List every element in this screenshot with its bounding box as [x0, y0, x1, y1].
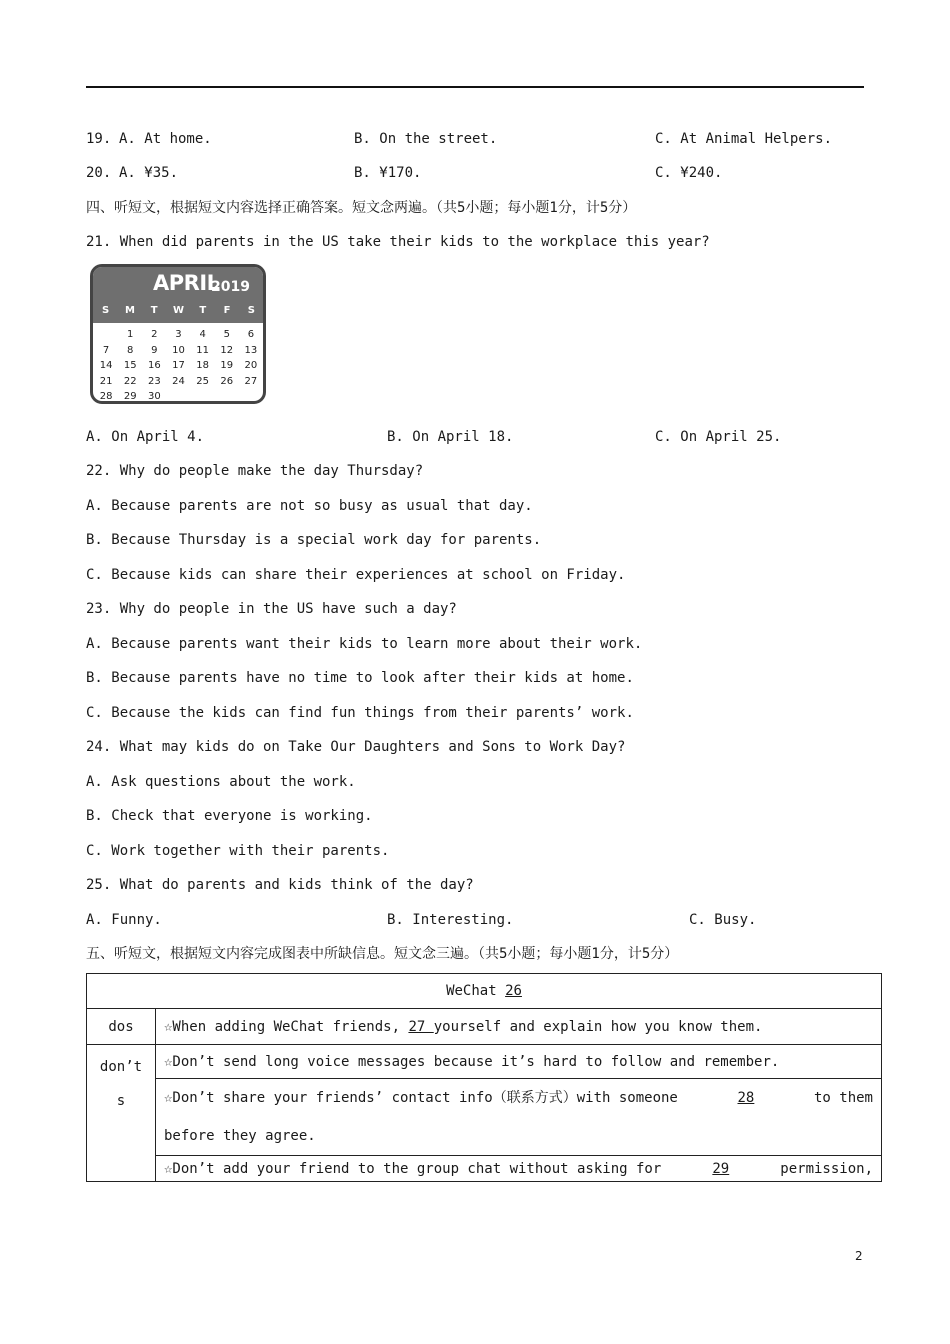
calendar-image	[90, 264, 266, 404]
header-rule	[86, 86, 864, 88]
page-number: 2	[855, 1249, 863, 1263]
q21-option-a: A. On April 4.	[86, 429, 205, 445]
q24-option-a: A. Ask questions about the work.	[86, 774, 356, 790]
weekday-label: S	[247, 305, 255, 316]
q23-option-b: B. Because parents have no time to look after their kids at home.	[86, 670, 634, 686]
section-4-heading: 四、听短文，根据短文内容选择正确答案。短文念两遍。（共5小题；每小题1分，计5分）	[86, 200, 637, 216]
dont-item-2	[156, 1079, 882, 1156]
calendar-month: APRIL	[153, 271, 220, 295]
q25-option-b: B. Interesting.	[387, 912, 514, 928]
calendar-day: 5	[223, 329, 230, 340]
calendar-day: 13	[244, 344, 258, 356]
do-item-1	[156, 1009, 882, 1045]
calendar-day: 3	[175, 329, 182, 340]
q19-option-a: A. At home.	[119, 131, 212, 147]
calendar-week-row	[94, 358, 263, 374]
donts-label	[87, 1045, 156, 1182]
calendar-day: 22	[123, 375, 137, 387]
question-24-text: 24. What may kids do on Take Our Daughters and Sons to Work Day?	[86, 739, 626, 755]
calendar-day: 15	[123, 360, 137, 371]
q25-option-c: C. Busy.	[689, 912, 757, 928]
question-25-text: 25. What do parents and kids think of the day?	[86, 877, 474, 893]
blank-27: 27	[408, 1018, 434, 1035]
do-item-1-end: yourself and explain how you know them.	[433, 1018, 763, 1035]
q20-option-a: A. ¥35.	[119, 165, 179, 181]
question-21-text: 21. When did parents in the US take their kids to the workplace this year?	[86, 234, 710, 250]
question-22-text: 22. Why do people make the day Thursday?	[86, 463, 424, 479]
calendar-day: 7	[102, 344, 110, 356]
donts-label-line-1: don’t	[99, 1059, 143, 1075]
q21-option-c: C. On April 25.	[655, 429, 782, 445]
calendar-week-row	[94, 389, 263, 404]
dont-item-3-line	[164, 1161, 873, 1177]
table-title-row	[87, 974, 882, 1009]
q23-option-c: C. Because the kids can find fun things from their parents’ work.	[86, 705, 634, 721]
calendar-day: 9	[151, 344, 158, 356]
calendar-day: 30	[147, 391, 161, 402]
calendar-day: 24	[172, 375, 185, 387]
dont-item-2-line-1	[164, 1079, 873, 1117]
weekday-label: T	[150, 305, 158, 316]
dont-item-3-end: permission,	[780, 1160, 873, 1177]
calendar-day: 2	[151, 329, 158, 340]
calendar-day: 16	[147, 360, 161, 371]
calendar-day: 26	[220, 375, 234, 387]
donts-label-line-2: s	[116, 1093, 126, 1109]
do-item-1-start: ☆When adding WeChat friends,	[164, 1018, 409, 1035]
calendar-day: 1	[127, 329, 134, 340]
calendar-week-row	[94, 343, 263, 359]
q23-option-a: A. Because parents want their kids to learn more about their work.	[86, 636, 643, 652]
weekday-label: W	[172, 305, 184, 316]
calendar-week-row	[94, 374, 263, 390]
table-title-text: WeChat	[446, 983, 506, 999]
dont-item-2-start: ☆Don’t share your friends’ contact info（联系方式）with someone	[164, 1090, 678, 1106]
donts-row-3	[87, 1156, 882, 1182]
q24-option-c: C. Work together with their parents.	[86, 843, 390, 859]
question-23-text: 23. Why do people in the US have such a day?	[86, 601, 457, 617]
dos-row	[87, 1009, 882, 1045]
calendar-day: 25	[196, 375, 209, 387]
calendar-day	[166, 389, 190, 404]
q25-option-a: A. Funny.	[86, 912, 162, 928]
calendar-day: 17	[172, 360, 185, 371]
calendar-day	[239, 389, 263, 404]
calendar-day: 18	[196, 360, 209, 371]
calendar-day: 8	[127, 344, 134, 356]
dos-label: dos	[87, 1009, 156, 1045]
blank-26: 26	[505, 983, 522, 999]
calendar-day: 29	[123, 391, 137, 402]
calendar-weekday-row	[93, 305, 263, 316]
calendar-day: 20	[244, 360, 258, 371]
calendar-day: 12	[220, 344, 234, 356]
donts-row-2	[87, 1079, 882, 1156]
blank-29: 29	[712, 1160, 730, 1177]
wechat-dos-donts-table	[86, 973, 882, 1182]
blank-28: 28	[737, 1090, 755, 1106]
calendar-days-grid	[93, 323, 263, 404]
dont-item-2-line-2: before they agree.	[164, 1128, 316, 1144]
dont-item-1: ☆Don’t send long voice messages because it’s hard to follow and remember.	[156, 1045, 882, 1079]
calendar-day: 27	[244, 375, 258, 387]
calendar-year: 2019	[211, 279, 250, 295]
calendar-day: 4	[199, 329, 206, 340]
calendar-day: 21	[99, 375, 113, 387]
dont-item-2-end: to them	[813, 1090, 873, 1106]
calendar-day: 28	[99, 391, 113, 402]
donts-row-1	[87, 1045, 882, 1079]
calendar-day: 19	[220, 360, 234, 371]
calendar-day	[215, 389, 239, 404]
dont-item-3-start: ☆Don’t add your friend to the group chat without asking for	[164, 1160, 662, 1177]
question-20-number: 20.	[86, 165, 112, 181]
calendar-header	[93, 267, 263, 323]
q19-option-c: C. At Animal Helpers.	[655, 131, 833, 147]
calendar-day	[191, 389, 215, 404]
weekday-label: T	[199, 305, 207, 316]
q22-option-b: B. Because Thursday is a special work day for parents.	[86, 532, 542, 548]
question-19-number: 19.	[86, 131, 112, 147]
weekday-label: M	[124, 305, 135, 316]
calendar-week-row	[94, 327, 263, 343]
table-title-cell	[87, 974, 882, 1009]
calendar-day: 6	[247, 329, 255, 340]
calendar-day: 23	[147, 375, 161, 387]
calendar-day: 14	[99, 360, 113, 371]
calendar-day: 10	[172, 344, 185, 356]
q22-option-c: C. Because kids can share their experiences at school on Friday.	[86, 567, 626, 583]
q24-option-b: B. Check that everyone is working.	[86, 808, 373, 824]
q22-option-a: A. Because parents are not so busy as usual that day.	[86, 498, 533, 514]
dont-item-3	[156, 1156, 882, 1182]
section-5-heading: 五、听短文，根据短文内容完成图表中所缺信息。短文念三遍。（共5小题；每小题1分，计5分）	[86, 946, 679, 962]
weekday-label: S	[102, 305, 110, 316]
calendar-day	[94, 327, 118, 343]
calendar-day: 11	[196, 344, 209, 356]
q19-option-b: B. On the street.	[354, 131, 498, 147]
weekday-label: F	[223, 305, 231, 316]
q21-option-b: B. On April 18.	[387, 429, 514, 445]
q20-option-b: B. ¥170.	[354, 165, 422, 181]
q20-option-c: C. ¥240.	[655, 165, 723, 181]
